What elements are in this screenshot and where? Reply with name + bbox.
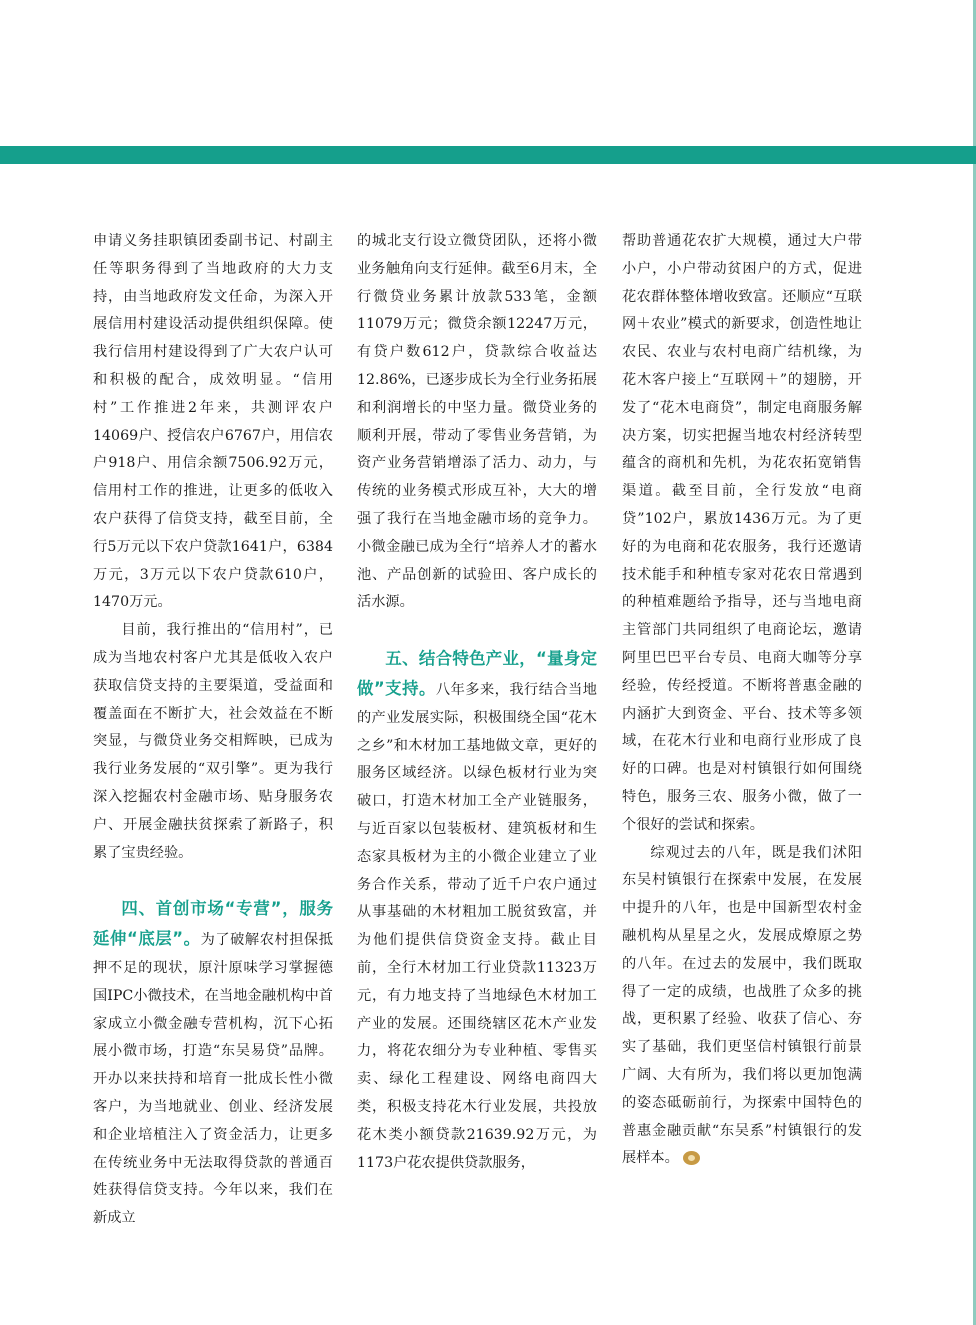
text-column-2 <box>357 228 597 1177</box>
spacer <box>93 867 333 895</box>
paragraph: 申请义务挂职镇团委副书记、村副主任等职务得到了当地政府的大力支持，由当地政府发文任命，为深入开展信用村建设活动提供组织保障。使我行信用村建设得到了广大农户认可和积极的配合，成效明显。“信用村”工作推进2年来，共测评农户14069户、授信农户6767户，用信农户918户、用信余额7506.92万元，信用村工作的推进，让更多的低收入农户获得了信贷支持，截至目前，全行5万元以下农户贷款1641户，6384万元，3万元以下农户贷款610户，1470万元。 <box>93 233 333 611</box>
closing-text: 综观过去的八年，既是我们沭阳东吴村镇银行在探索中发展，在发展中提升的八年，也是中国新型农村金融机构从星星之火，发展成燎原之势的八年。在过去的发展中，我们既取得了一定的成绩，也战胜了众多的挑战，更积累了经验、收获了信心、夯实了基础，我们更坚信村镇银行前景广阔、大有所为，我们将以更加饱满的姿态砥砺前行，为探索中国特色的普惠金融贡献“东吴系”村镇银行的发展样本。 <box>622 844 862 1167</box>
section-4-body: 为了破解农村担保抵押不足的现状，原汁原味学习掌握德国IPC小微技术，在当地金融机构中首家成立小微金融专营机构，沉下心拓展小微市场，打造“东吴易贷”品牌。开办以来扶持和培育一批成长性小微客户，为当地就业、创业、经济发展和企业培植注入了资金活力，让更多在传统业务中无法取得贷款的普通百姓获得信贷支持。今年以来，我们在新成立 <box>93 932 333 1227</box>
logo-end-icon <box>683 1151 700 1165</box>
paragraph: 的城北支行设立微贷团队，还将小微业务触角向支行延伸。截至6月末，全行微贷业务累计放款533笔，金额11079万元；微贷余额12247万元，有贷户数612户，贷款综合收益达12.86%，已逐步成长为全行业务拓展和利润增长的中坚力量。微贷业务的顺利开展，带动了零售业务营销，为资产业务营销增添了活力、动力，与传统的业务模式形成互补，大大的增强了我行在当地金融市场的竞争力。小微金融已成为全行“培养人才的蓄水池、产品创新的试验田、客户成长的活水源。 <box>357 233 597 611</box>
section-5 <box>357 645 597 1177</box>
paragraph: 目前，我行推出的“信用村”，已成为当地农村客户尤其是低收入农户获取信贷支持的主要渠道，受益面和覆盖面在不断扩大，社会效益在不断突显，与微贷业务交相辉映，已成为我行业务发展的“双引擎”。更为我行深入挖掘农村金融市场、贴身服务农户、开展金融扶贫探索了新路子，积累了宝贵经验。 <box>93 622 333 861</box>
section-4 <box>93 895 333 1233</box>
text-column-3 <box>622 228 862 1173</box>
section-heading-5: 五、结合特色产业，“量身定做”支持。 <box>357 649 597 698</box>
spacer <box>357 617 597 645</box>
section-5-body: 八年多来，我行结合当地的产业发展实际，积极围绕全国“花木之乡”和木材加工基地做文章，更好的服务区域经济。以绿色板材行业为突破口，打造木材加工全产业链服务，与近百家以包装板材、建筑板材和生态家具板材为主的小微企业建立了业务合作关系，带动了近千户农户通过从事基础的木材粗加工脱贫致富，并为他们提供信贷资金支持。截止目前，全行木材加工行业贷款11323万元，有力地支持了当地绿色木材加工产业的发展。还围绕辖区花木产业发力，将花农细分为专业种植、零售买卖、绿化工程建设、网络电商四大类，积极支持花木行业发展，共投放花木类小额贷款21639.92万元，为1173户花农提供贷款服务， <box>357 681 597 1171</box>
text-column-1 <box>93 228 333 1233</box>
closing-paragraph <box>622 840 862 1174</box>
header-band <box>0 146 976 164</box>
section-heading-4: 四、首创市场“专营”，服务延伸“底层”。 <box>93 899 333 949</box>
paragraph: 帮助普通花农扩大规模，通过大户带小户，小户带动贫困户的方式，促进花农群体整体增收致富。还顺应“互联网＋农业”模式的新要求，创造性地让农民、农业与农村电商广结机缘，为花木客户接上“互联网＋”的翅膀，开发了“花木电商贷”，制定电商服务解决方案，切实把握当地农村经济转型蕴含的商机和先机，为花农拓宽销售渠道。截至目前，全行发放“电商贷”102户，累放1436万元。为了更好的为电商和花农服务，我行还邀请技术能手和种植专家对花农日常遇到的种植难题给予指导，还与当地电商主管部门共同组织了电商论坛，邀请阿里巴巴平台专员、电商大咖等分享经验，传经授道。不断将普惠金融的内涵扩大到资金、平台、技术等多领域，在花木行业和电商行业形成了良好的口碑。也是对村镇银行如何围绕特色，服务三农、服务小微，做了一个很好的尝试和探索。 <box>622 233 862 833</box>
